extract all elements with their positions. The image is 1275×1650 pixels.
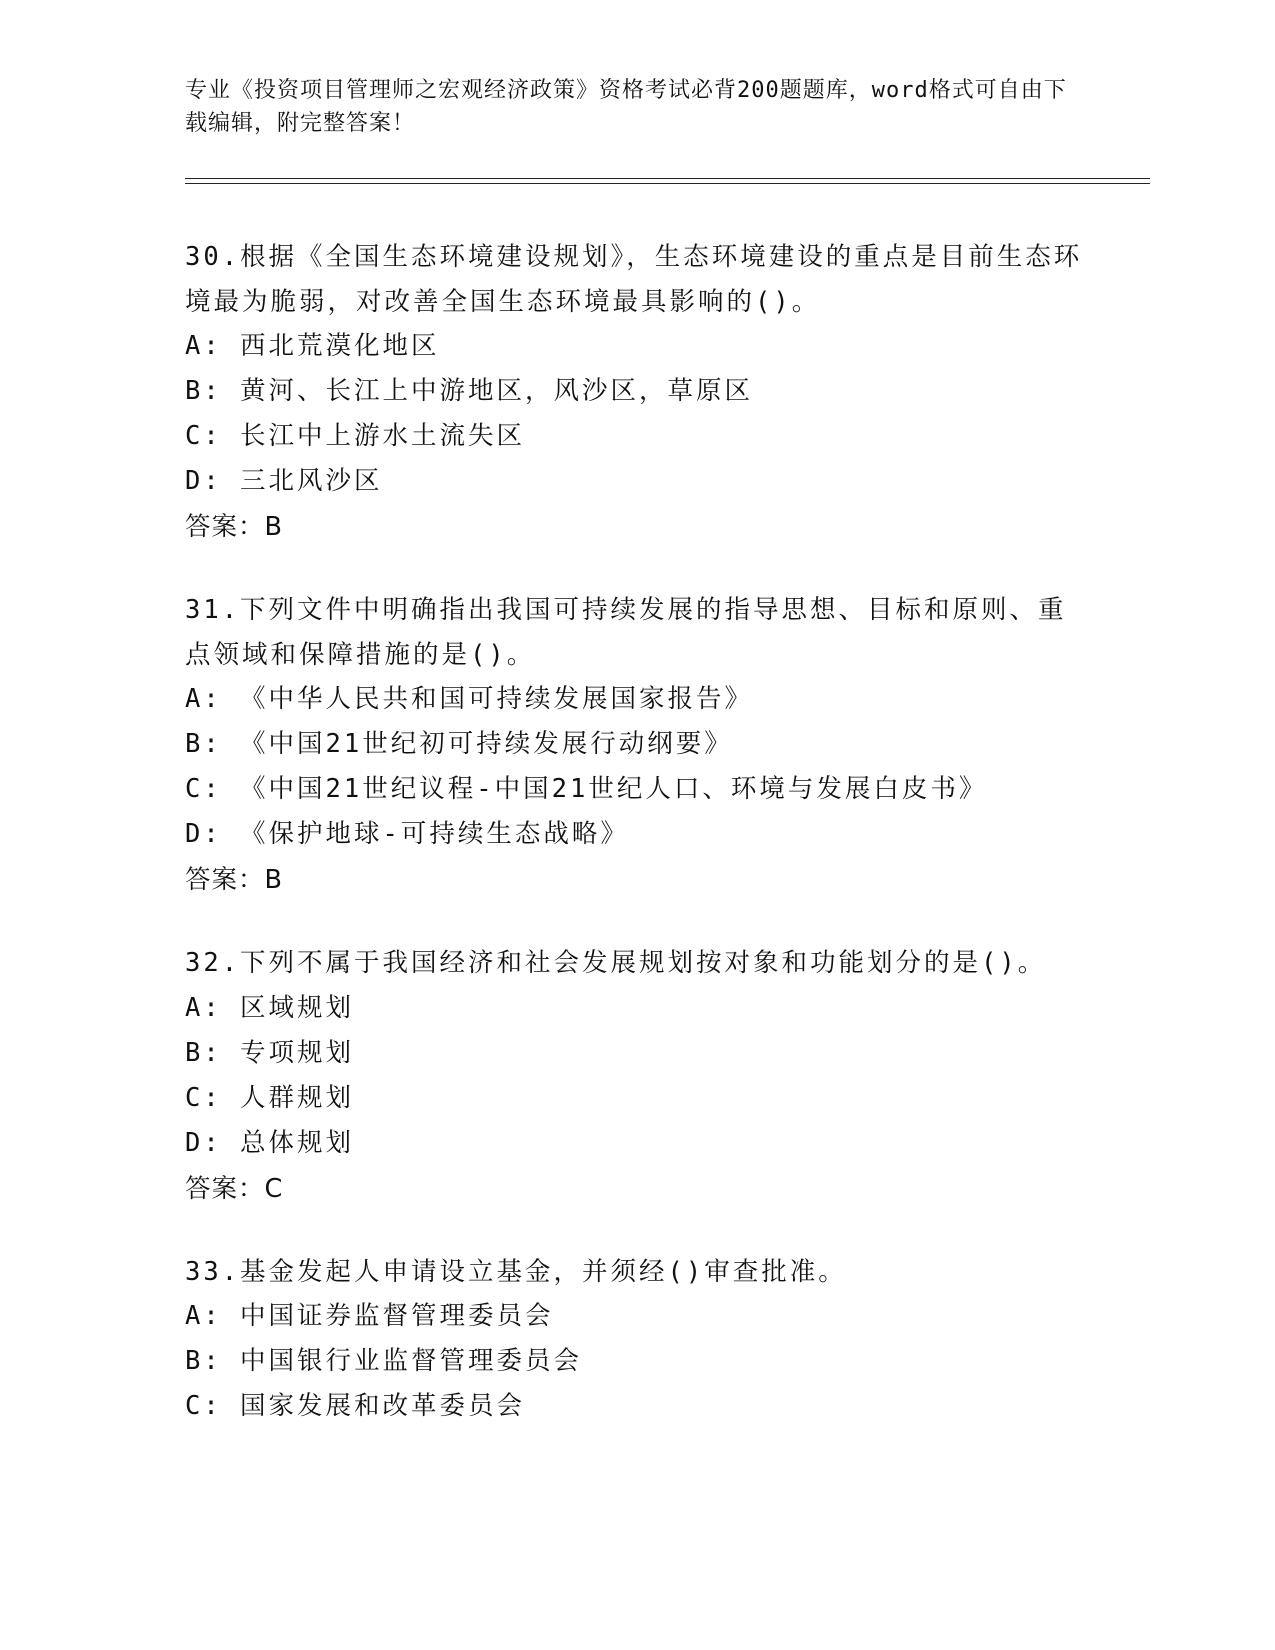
question-stem: 32.下列不属于我国经济和社会发展规划按对象和功能划分的是()。 — [185, 948, 1047, 978]
question-list — [185, 235, 1085, 1467]
answer: 答案：B — [185, 865, 283, 895]
option-b: B: 《中国21世纪初可持续发展行动纲要》 — [185, 729, 733, 759]
option-d: D: 总体规划 — [185, 1127, 355, 1158]
option-a: A: 中国证券监督管理委员会 — [185, 1301, 554, 1331]
option-c: C: 国家发展和改革委员会 — [185, 1391, 526, 1421]
option-a: A: 《中华人民共和国可持续发展国家报告》 — [185, 684, 754, 714]
question-30 — [185, 235, 1085, 550]
question-32 — [185, 941, 1085, 1212]
option-d: D: 《保护地球-可持续生态战略》 — [185, 819, 629, 849]
answer: 答案：C — [185, 1173, 284, 1204]
option-b: B: 中国银行业监督管理委员会 — [185, 1346, 583, 1376]
header-rule-top — [185, 178, 1150, 179]
option-c: C: 《中国21世纪议程-中国21世纪人口、环境与发展白皮书》 — [185, 774, 988, 804]
question-stem: 30.根据《全国生态环境建设规划》，生态环境建设的重点是目前生态环境最为脆弱，对改善全国生态环境最具影响的()。 — [185, 242, 1083, 317]
question-33 — [185, 1250, 1085, 1430]
question-stem: 33.基金发起人申请设立基金，并须经()审查批准。 — [185, 1256, 847, 1287]
header-rule-bottom — [185, 183, 1150, 184]
answer: 答案：B — [185, 512, 283, 542]
option-c: C: 人群规划 — [185, 1082, 355, 1113]
option-c: C: 长江中上游水土流失区 — [185, 421, 526, 451]
option-b: B: 专项规划 — [185, 1037, 355, 1068]
question-31 — [185, 588, 1085, 903]
document-header: 专业《投资项目管理师之宏观经济政策》资格考试必背200题题库，word格式可自由下载编辑，附完整答案！ — [185, 78, 1067, 136]
option-d: D: 三北风沙区 — [185, 466, 383, 496]
option-a: A: 区域规划 — [185, 992, 355, 1023]
question-stem: 31.下列文件中明确指出我国可持续发展的指导思想、目标和原则、重点领域和保障措施的是()。 — [185, 595, 1067, 670]
option-a: A: 西北荒漠化地区 — [185, 331, 440, 361]
option-b: B: 黄河、长江上中游地区，风沙区，草原区 — [185, 376, 754, 406]
